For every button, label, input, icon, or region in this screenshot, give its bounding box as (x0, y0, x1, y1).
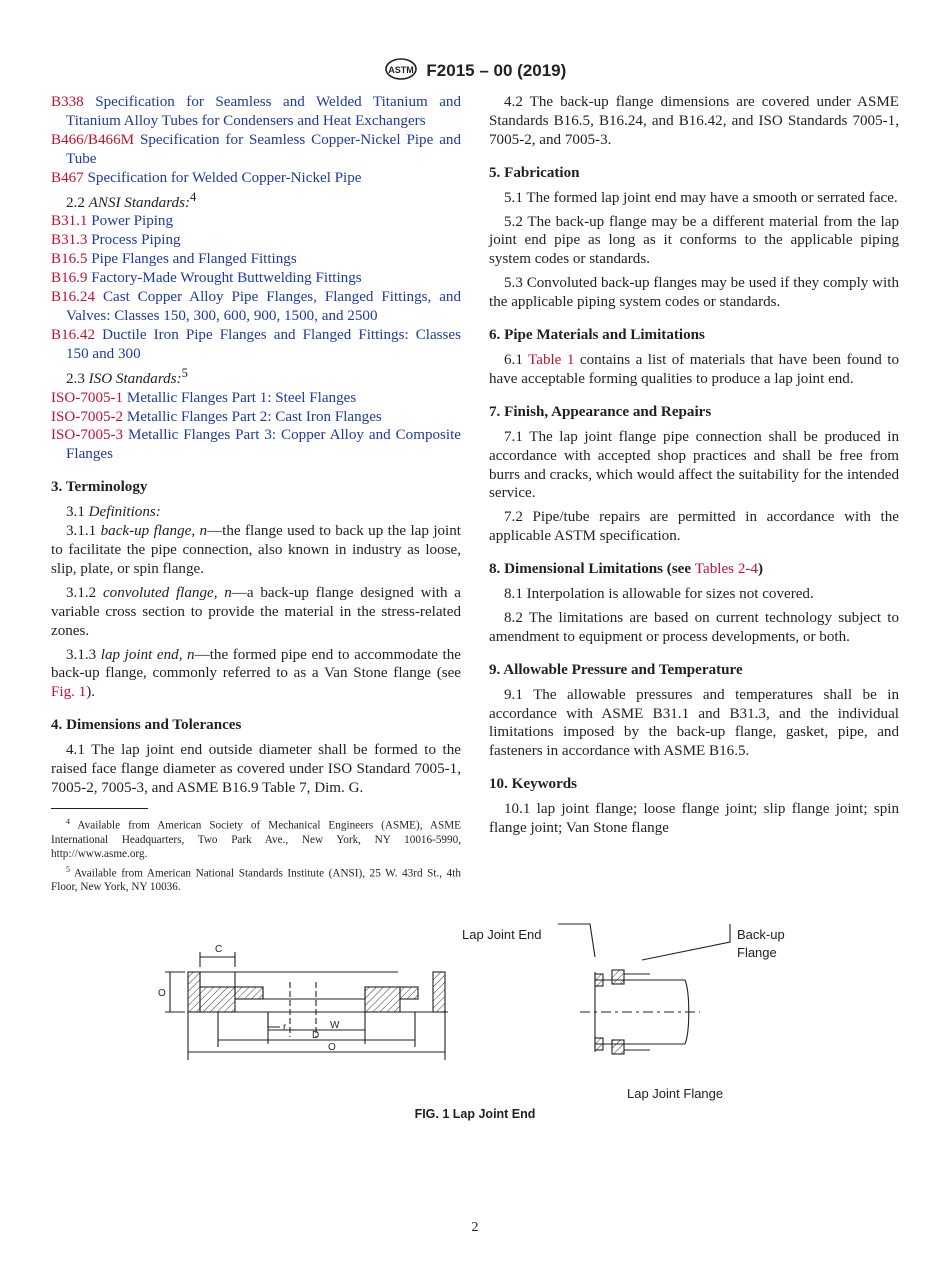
reference-title-link[interactable]: Factory-Made Wrought Buttwelding Fittings (91, 270, 362, 287)
para-4-2: 4.2 The back-up flange dimensions are covered under ASME Standards B16.5, B16.24, and B16.42, and ISO Standards 7005-1, 7005-2, and 7005-3. (489, 94, 899, 148)
reference-item (51, 212, 461, 231)
label-backup-line2: Flange (737, 945, 777, 960)
section-8-heading: 8. Dimensional Limitations (see Tables 2-4) (489, 561, 763, 578)
reference-item (51, 169, 461, 188)
label-lap-joint-flange: Lap Joint Flange (627, 1086, 724, 1101)
logo-text: ASTM (387, 65, 414, 75)
dim-o-label: O (328, 1042, 336, 1053)
reference-list-iso (51, 389, 461, 465)
fig-1-link[interactable]: Fig. 1 (51, 684, 87, 701)
reference-list-asme (51, 93, 461, 188)
reference-item (51, 250, 461, 269)
section-5-heading: 5. Fabrication (489, 164, 580, 181)
footnote-divider (51, 808, 148, 809)
para-7-1: 7.1 The lap joint flange pipe connection shall be produced in accordance with accepted shop practices and shall be free from burrs and cracks, which would affect the suitability for the intended service. (489, 428, 899, 502)
footnote-text: Available from American Society of Mechanical Engineers (ASME), ASME International Headquarters, Two Park Ave., New York, NY 10016-5990, http://www.asme.org. (51, 819, 461, 860)
para-9-1: 9.1 The allowable pressures and temperatures shall be in accordance with ASME B31.1 and B31.3, and the individual limitations imposed by the back-up flange, gasket, pipe, and fasteners in accordance with ASME B16.5. (489, 686, 899, 760)
footnotes (51, 815, 461, 894)
dim-o-left-label: O (158, 988, 166, 999)
right-column (489, 93, 899, 843)
reference-item (51, 426, 461, 464)
para-5-2: 5.2 The back-up flange may be a different material from the lap joint end pipe as long as it conforms to the applicable piping system codes or standards. (489, 213, 899, 268)
reference-code-link[interactable]: ISO-7005-1 (51, 389, 124, 406)
reference-code-link[interactable]: B467 (51, 169, 84, 186)
reference-title-link[interactable]: Cast Copper Alloy Pipe Flanges, Flanged Fittings, and Valves: Classes 150, 300, 600, 900, 1500, and 2500 (66, 289, 461, 324)
label-backup-line1: Back-up (737, 927, 785, 942)
footnote-text: Available from American National Standards Institute (ANSI), 25 W. 43rd St., 4th Floor, New York, NY 10036. (51, 867, 461, 894)
footnote-marker: 4 (66, 816, 70, 826)
tables-2-4-link[interactable]: Tables 2-4 (694, 561, 758, 578)
figure-1 (140, 912, 840, 1102)
section-4-heading: 4. Dimensions and Tolerances (51, 717, 242, 734)
reference-title-link[interactable]: Specification for Welded Copper-Nickel Pipe (87, 169, 362, 186)
reference-code-link[interactable]: B16.42 (51, 326, 96, 343)
lap-joint-flange-drawing (558, 924, 730, 1054)
reference-title-link[interactable]: Specification for Seamless and Welded Titanium and Titanium Alloy Tubes for Condensers and Heat Exchangers (66, 94, 461, 129)
dim-w-label: W (330, 1020, 340, 1031)
footnote (51, 815, 461, 861)
dim-d-label: D (312, 1030, 320, 1041)
para-6-1: 6.1 Table 1 contains a list of materials that have been found to have acceptable forming qualities to produce a lap joint end. (489, 351, 899, 387)
reference-code-link[interactable]: B31.1 (51, 213, 88, 230)
reference-item (51, 93, 461, 131)
flange-section-drawing (165, 952, 448, 1060)
section-7-heading: 7. Finish, Appearance and Repairs (489, 403, 712, 420)
para-5-3: 5.3 Convoluted back-up flanges may be used if they comply with the applicable piping system codes or standards. (489, 275, 899, 311)
reference-code-link[interactable]: B338 (51, 94, 84, 110)
reference-code-link[interactable]: ISO-7005-2 (51, 408, 124, 425)
reference-title-link[interactable]: Process Piping (91, 232, 181, 249)
left-column (51, 93, 461, 896)
footnote-marker: 5 (66, 864, 70, 874)
reference-code-link[interactable]: B16.24 (51, 289, 96, 306)
page-number: 2 (471, 1220, 479, 1235)
reference-code-link[interactable]: B16.9 (51, 270, 88, 287)
figure-caption: FIG. 1 Lap Joint End (414, 1107, 536, 1121)
reference-item (51, 326, 461, 364)
reference-title-link[interactable]: Metallic Flanges Part 1: Steel Flanges (126, 389, 357, 406)
reference-title-link[interactable]: Power Piping (91, 213, 174, 230)
reference-list-ansi (51, 212, 461, 363)
footnote (51, 863, 461, 895)
reference-code-link[interactable]: B16.5 (51, 251, 88, 268)
para-10-1: 10.1 lap joint flange; loose flange joint; slip flange joint; spin flange joint; Van Stone flange (489, 801, 899, 837)
reference-title-link[interactable]: Specification for Seamless Copper-Nickel Pipe and Tube (66, 131, 461, 167)
section-6-heading: 6. Pipe Materials and Limitations (489, 327, 705, 344)
reference-code-link[interactable]: ISO-7005-3 (51, 427, 124, 444)
page-header (0, 58, 950, 85)
reference-title-link[interactable]: Ductile Iron Pipe Flanges and Flanged Fittings: Classes 150 and 300 (66, 326, 461, 362)
iso-standards-heading: 2.3 ISO Standards:$^5$ (66, 365, 188, 387)
para-3-1: 3.1 Definitions: (66, 504, 161, 521)
para-3-1-3: 3.1.3 lap joint end, n—the formed pipe end to accommodate the back-up flange, commonly referred to as a Van Stone flange (see Fig. 1). (51, 646, 461, 701)
reference-item (51, 288, 461, 326)
para-5-1: 5.1 The formed lap joint end may have a smooth or serrated face. (504, 189, 898, 206)
reference-code-link[interactable]: B466/B466M (51, 131, 135, 148)
table-1-link[interactable]: Table 1 (528, 351, 575, 368)
figure-1-drawing (140, 912, 840, 1102)
astm-logo-icon (384, 58, 418, 85)
para-3-1-1: 3.1.1 back-up flange, n—the flange used to back up the lap joint to facilitate the pipe connection, also known in industry as loose, slip, plate, or spin flange. (51, 523, 461, 577)
para-7-2: 7.2 Pipe/tube repairs are permitted in accordance with the applicable ASTM specification. (489, 509, 899, 545)
reference-title-link[interactable]: Pipe Flanges and Flanged Fittings (91, 251, 297, 268)
section-10-heading: 10. Keywords (489, 776, 578, 793)
reference-item (51, 231, 461, 250)
para-4-1: 4.1 The lap joint end outside diameter shall be formed to the raised face flange diameter as covered under ISO Standard 7005-1, 7005-2, 7005-3, and ASME B16.9 Table 7, Dim. G. (51, 742, 461, 796)
section-3-heading: 3. Terminology (51, 479, 148, 496)
reference-title-link[interactable]: Metallic Flanges Part 3: Copper Alloy and Composite Flanges (66, 427, 461, 463)
ansi-standards-heading: 2.2 ANSI Standards:$^4$ (66, 189, 197, 211)
reference-code-link[interactable]: B31.3 (51, 232, 88, 249)
para-8-2: 8.2 The limitations are based on current technology subject to amendment to equipment or process developments, or both. (489, 609, 899, 645)
label-lap-joint-end: Lap Joint End (462, 927, 542, 942)
reference-item (51, 269, 461, 288)
reference-item (51, 389, 461, 408)
para-8-1: 8.1 Interpolation is allowable for sizes not covered. (504, 586, 814, 603)
reference-title-link[interactable]: Metallic Flanges Part 2: Cast Iron Flanges (126, 408, 382, 425)
dim-c-label: C (215, 944, 223, 955)
reference-item (51, 408, 461, 427)
designation: F2015 – 00 (2019) (426, 60, 567, 80)
reference-item (51, 131, 461, 169)
para-3-1-2: 3.1.2 convoluted flange, n—a back-up flange designed with a variable cross section to provide the material in the stress-related zones. (51, 584, 461, 639)
section-9-heading: 9. Allowable Pressure and Temperature (489, 661, 743, 678)
dim-r-label: r (283, 1022, 287, 1033)
